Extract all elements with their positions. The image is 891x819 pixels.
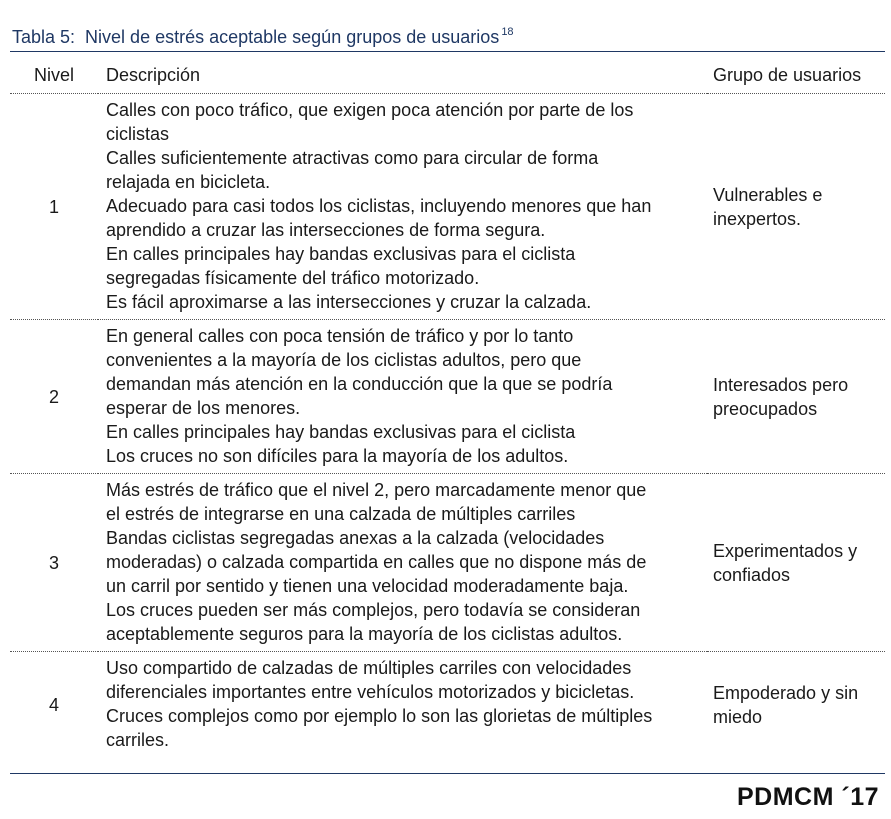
table-row — [10, 94, 885, 320]
grupo-text: Interesados pero preocupados — [713, 374, 849, 419]
description-line: Cruces complejos como por ejemplo lo son las glorietas de múltiples — [106, 706, 653, 726]
description-line: En calles principales hay bandas exclusivas para el ciclista — [106, 422, 576, 442]
description-line: esperar de los menores. — [106, 398, 301, 418]
caption-number: Tabla 5: — [12, 27, 76, 47]
description-line: Los cruces pueden ser más complejos, pero todavía se consideran — [106, 600, 641, 620]
cell-nivel: 2 — [10, 320, 98, 474]
cell-descripcion — [98, 94, 707, 320]
description-line: Uso compartido de calzadas de múltiples carriles con velocidades — [106, 658, 632, 678]
description-line: el estrés de integrarse en una calzada de múltiples carriles — [106, 504, 576, 524]
grupo-text: Experimentados y confiados — [713, 540, 858, 585]
cell-nivel: 3 — [10, 474, 98, 652]
document-footer-label: PDMCM ´17 — [736, 783, 879, 811]
description-line: Es fácil aproximarse a las intersecciones y cruzar la calzada. — [106, 292, 592, 312]
cell-grupo — [707, 94, 885, 320]
table-row — [10, 652, 885, 758]
description-line: convenientes a la mayoría de los ciclistas adultos, pero que — [106, 350, 582, 370]
table-header-row — [10, 56, 885, 94]
header-descripcion: Descripción — [98, 56, 707, 94]
description-line: segregadas físicamente del tráfico motorizado. — [106, 268, 480, 288]
description-line: demandan más atención en la conducción que la que se podría — [106, 374, 613, 394]
description-line: ciclistas — [106, 124, 170, 144]
caption-title: Nivel de estrés aceptable según grupos de usuarios — [85, 27, 500, 47]
description-line: un carril por sentido y tienen una velocidad moderadamente baja. — [106, 576, 629, 596]
cell-descripcion — [98, 320, 707, 474]
cell-nivel: 4 — [48, 694, 59, 715]
description-line: Los cruces no son difíciles para la mayoría de los adultos. — [106, 446, 569, 466]
grupo-text: Empoderado y sin miedo — [713, 682, 859, 727]
grupo-text: Vulnerables e inexpertos. — [713, 184, 823, 229]
description-line: Calles con poco tráfico, que exigen poca atención por parte de los — [106, 100, 634, 120]
description-line: aceptablemente seguros para la mayoría de los ciclistas adultos. — [106, 624, 623, 644]
description-line: Calles suficientemente atractivas como para circular de forma — [106, 148, 599, 168]
description-line: En general calles con poca tensión de tráfico y por lo tanto — [106, 326, 574, 346]
description-line: diferenciales importantes entre vehículos motorizados y bicicletas. — [106, 682, 635, 702]
stress-level-table — [10, 56, 885, 757]
header-nivel: Nivel — [10, 56, 98, 94]
table-caption — [12, 26, 514, 48]
caption-footnote: 18 — [501, 26, 514, 38]
description-line: Adecuado para casi todos los ciclistas, incluyendo menores que han — [106, 196, 652, 216]
header-grupo: Grupo de usuarios — [707, 56, 885, 94]
description-line: relajada en bicicleta. — [106, 172, 271, 192]
cell-descripcion — [98, 652, 707, 758]
cell-nivel: 1 — [10, 94, 98, 320]
caption-rule — [10, 51, 885, 52]
description-line: aprendido a cruzar las intersecciones de forma segura. — [106, 220, 546, 240]
description-line: carriles. — [106, 730, 170, 750]
cell-grupo — [707, 474, 885, 652]
description-line: moderadas) o calzada compartida en calles que no dispone más de — [106, 552, 647, 572]
table-row — [10, 320, 885, 474]
description-line: En calles principales hay bandas exclusivas para el ciclista — [106, 244, 576, 264]
description-line: Más estrés de tráfico que el nivel 2, pero marcadamente menor que — [106, 480, 647, 500]
cell-grupo — [707, 652, 885, 758]
table-row — [10, 474, 885, 652]
table-bottom-rule — [10, 773, 885, 774]
description-line: Bandas ciclistas segregadas anexas a la calzada (velocidades — [106, 528, 605, 548]
cell-descripcion — [98, 474, 707, 652]
cell-grupo — [707, 320, 885, 474]
